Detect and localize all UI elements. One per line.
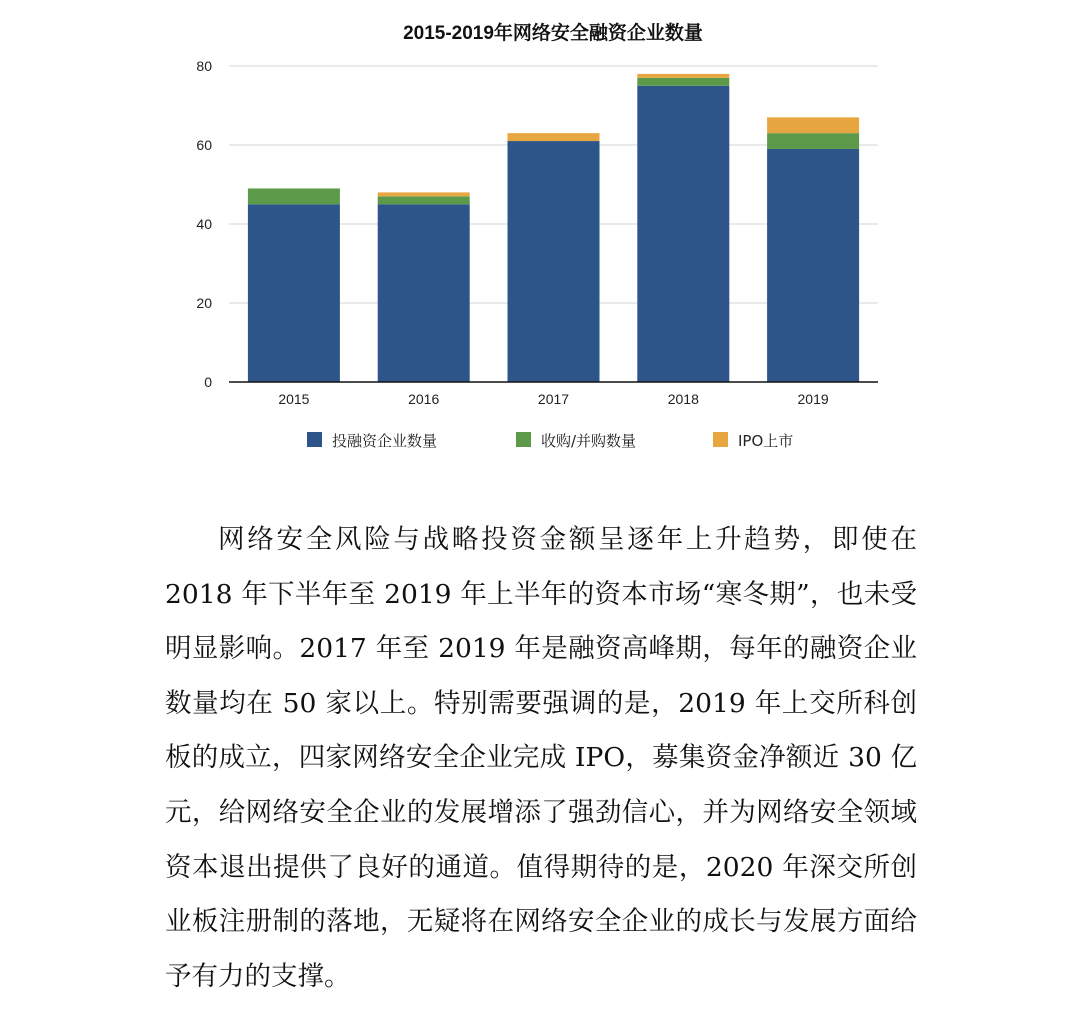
stacked-bar-chart — [0, 0, 1080, 480]
y-tick-label: 0 — [204, 374, 212, 390]
x-axis-ticks — [278, 391, 829, 407]
y-tick-label: 60 — [196, 137, 212, 153]
article-paragraph: 网络安全风险与战略投资金额呈逐年上升趋势，即使在2018 年下半年至 2019 年上半年的资本市场“寒冬期”，也未受明显影响。2017 年至 2019 年是融资高峰期，每年的融资企业数量均在 50 家以上。特别需要强调的是，2019 年上交所科创板的成立，四家网络安全企业完成 IPO，募集资金净额近 30 亿元，给网络安全企业的发展增添了强劲信心，并为网络安全领域资本退出提供了良好的通道。值得期待的是，2020 年深交所创业板注册制的落地，无疑将在网络安全企业的成长与发展方面给予有力的支撑。 — [165, 524, 917, 992]
bar-2016-series-2 — [378, 192, 470, 196]
x-tick-label: 2019 — [797, 391, 829, 407]
legend — [307, 432, 793, 450]
legend-label: IPO上市 — [738, 432, 794, 450]
y-tick-label: 40 — [196, 216, 212, 232]
legend-label: 收购/并购数量 — [541, 432, 637, 450]
x-tick-label: 2017 — [537, 391, 570, 407]
bar-2018-series-2 — [637, 74, 729, 78]
bar-2019-series-1 — [767, 133, 859, 149]
legend-swatch — [516, 432, 531, 447]
legend-swatch — [713, 432, 728, 447]
legend-label: 投融资企业数量 — [332, 432, 438, 450]
y-tick-label: 80 — [196, 58, 212, 74]
x-tick-label: 2018 — [667, 391, 699, 407]
legend-swatch — [307, 432, 322, 447]
y-tick-label: 20 — [196, 295, 212, 311]
bar-2018-series-0 — [637, 86, 729, 382]
bar-2016-series-1 — [378, 196, 470, 204]
bar-2015-series-0 — [248, 204, 340, 382]
x-tick-label: 2015 — [278, 391, 310, 407]
bar-2019-series-0 — [767, 149, 859, 382]
bar-2018-series-1 — [637, 78, 729, 86]
y-axis-ticks — [196, 58, 212, 390]
bar-2015-series-1 — [248, 188, 340, 204]
bar-2017-series-0 — [508, 141, 600, 382]
bar-2019-series-2 — [767, 117, 859, 133]
bars — [248, 74, 859, 382]
chart-title: 2015-2019年网络安全融资企业数量 — [403, 23, 703, 44]
bar-2017-series-2 — [508, 133, 600, 141]
x-tick-label: 2016 — [408, 391, 440, 407]
bar-2016-series-0 — [378, 204, 470, 382]
